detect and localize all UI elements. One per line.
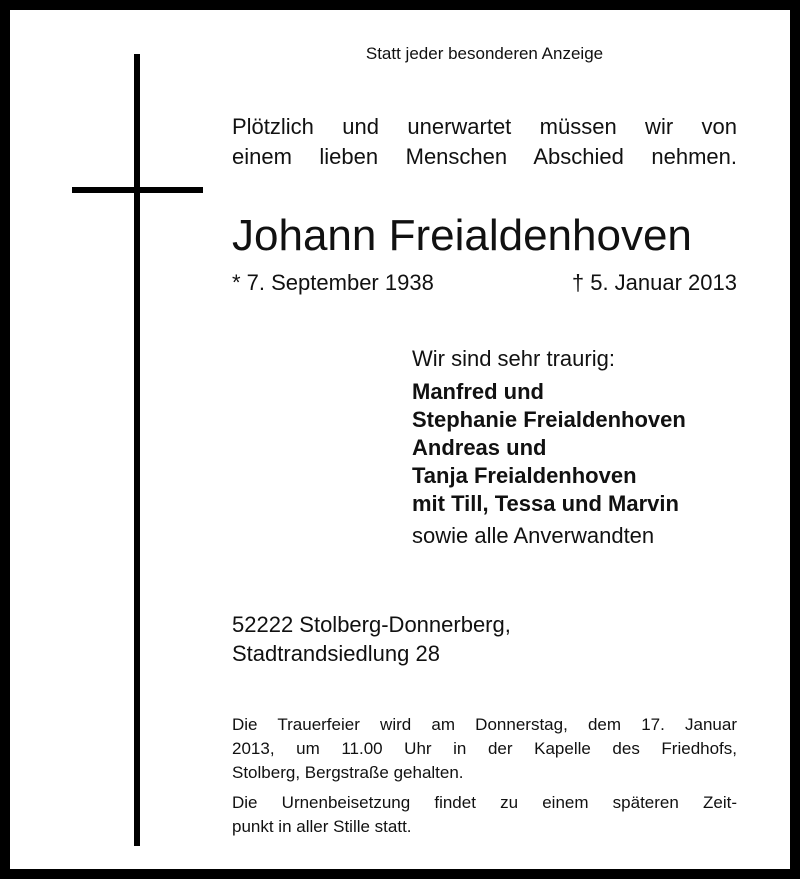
ceremony-paragraph [232, 713, 737, 785]
cross-icon-horizontal [72, 187, 203, 193]
mourner-line: mit Till, Tessa und Marvin [412, 491, 679, 516]
ceremony-line: Stolberg, Bergstraße gehalten. [232, 763, 464, 782]
mourners-tail: sowie alle Anverwandten [412, 523, 655, 548]
cross-icon-vertical [134, 54, 140, 846]
ceremony-line: Die Trauerfeier wird am Donnerstag, dem 17. Januar [232, 715, 737, 734]
ceremony-info [232, 713, 737, 845]
burial-line: punkt in aller Stille statt. [232, 817, 412, 836]
deceased-name: Johann Freialdenhoven [232, 211, 692, 260]
mourner-line: Manfred und [412, 379, 544, 404]
intro-text [232, 112, 737, 172]
intro-line: einem lieben Menschen Abschied nehmen. [232, 144, 737, 169]
burial-paragraph [232, 791, 737, 839]
burial-line: Die Urnenbeisetzung findet zu einem späteren Zeit- [232, 793, 737, 812]
mourner-line: Tanja Freialdenhoven [412, 463, 637, 488]
address-block [232, 610, 737, 668]
ceremony-line: 2013, um 11.00 Uhr in der Kapelle des Friedhofs, [232, 739, 737, 758]
mourner-line: Stephanie Freialdenhoven [412, 407, 686, 432]
mourners-block [412, 344, 742, 552]
death-date: † 5. Januar 2013 [571, 270, 737, 295]
address-line: 52222 Stolberg-Donnerberg, [232, 612, 511, 637]
intro-line: Plötzlich und unerwartet müssen wir von [232, 114, 737, 139]
address-line: Stadtrandsiedlung 28 [232, 641, 440, 666]
mourner-line: Andreas und [412, 435, 547, 460]
header-note: Statt jeder besonderen Anzeige [365, 44, 604, 63]
birth-date: * 7. September 1938 [232, 270, 434, 295]
mourners-intro: Wir sind sehr traurig: [412, 346, 615, 371]
